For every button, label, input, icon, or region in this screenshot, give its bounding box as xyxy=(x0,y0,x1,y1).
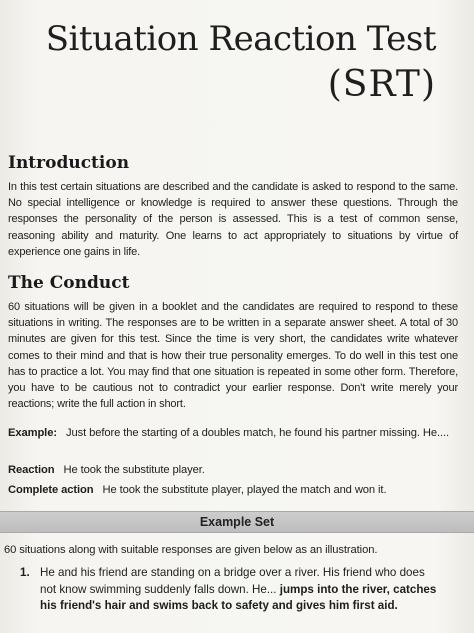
list-item xyxy=(20,565,442,615)
reaction-row xyxy=(8,462,458,479)
item-response: jumps into the river, catches his friend's hair and swims back to safety and gives him first aid. xyxy=(40,582,437,612)
item-number: 1. xyxy=(20,566,30,579)
introduction-heading: Introduction xyxy=(8,153,130,173)
conduct-body: 60 situations will be given in a booklet and the candidates are required to respond to these situations in writing. The responses are to be written in a separate answer sheet. A total of 30 minutes are given for this test. Since the time is very short, the candidates write whatever comes to their mind and that is how their true personality emerges. To do well in this test one has to practice a lot. You may find that one situation is repeated in some other form. Therefore, you have to be cautious not to contradict your earlier response. Don't write merely your reactions; write the full action in short. xyxy=(8,301,458,411)
reaction-label: Reaction xyxy=(8,464,55,476)
complete-action-label: Complete action xyxy=(8,484,94,496)
conduct-heading: The Conduct xyxy=(8,273,130,293)
example-label: Example: xyxy=(8,427,57,439)
title-line-2: (SRT) xyxy=(327,64,436,105)
title-line-1: Situation Reaction Test xyxy=(45,19,436,59)
page-title xyxy=(46,16,436,108)
example-list xyxy=(20,565,442,615)
example-text: Just before the starting of a doubles match, he found his partner missing. He.... xyxy=(65,427,450,439)
item-situation: He and his friend are standing on a bridge over a river. His friend who does not know swimming suddenly falls down. He... xyxy=(40,566,425,596)
example-set-intro: 60 situations along with suitable responses are given below as an illustration. xyxy=(4,544,378,556)
complete-action-text: He took the substitute player, played the match and won it. xyxy=(102,484,387,496)
example-set-banner: Example Set xyxy=(0,511,474,533)
example-row xyxy=(8,425,458,442)
introduction-body: In this test certain situations are described and the candidate is asked to respond to the same. No special intelligence or knowledge is required to answer these questions. Through the responses the personality of the person is assessed. This is a test of common sense, reasoning ability and maturity. One learns to act appropriately to situations by virtue of experience one gains in life. xyxy=(8,181,458,258)
complete-action-row xyxy=(8,482,458,499)
reaction-text: He took the substitute player. xyxy=(63,464,205,476)
